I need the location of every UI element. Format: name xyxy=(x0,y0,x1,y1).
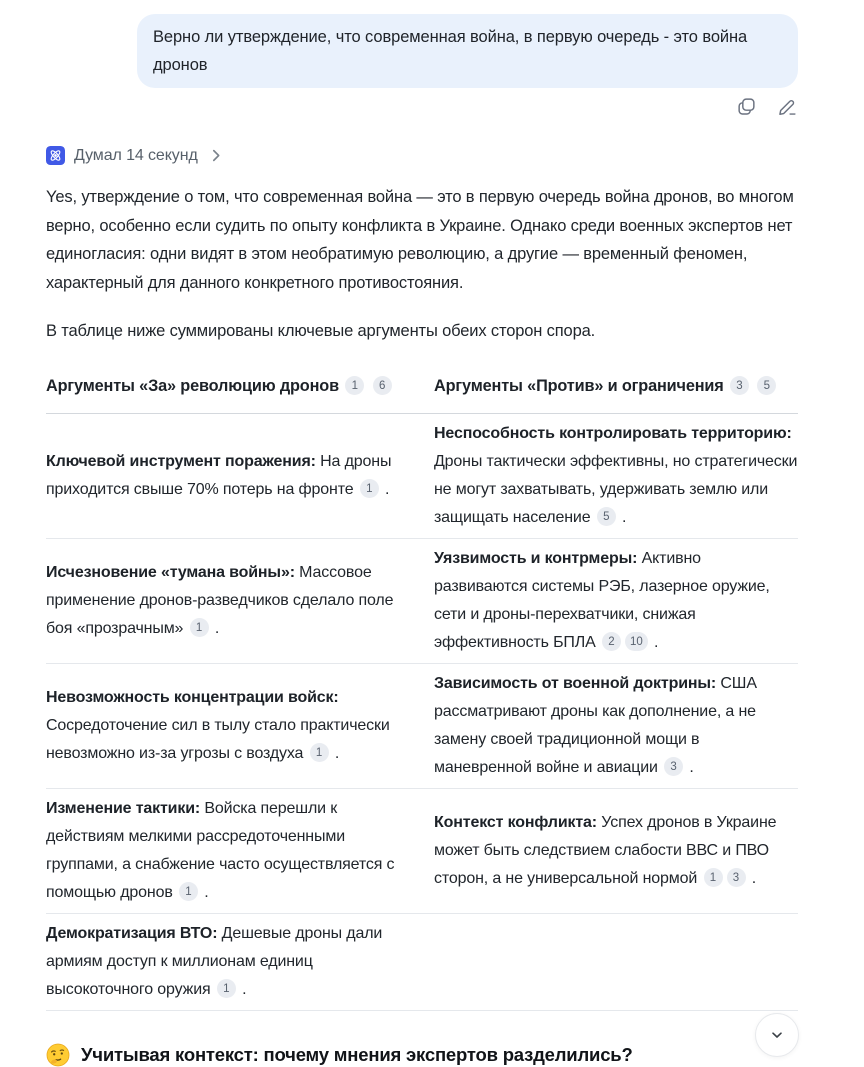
cell-bold-lead: Контекст конфликта: xyxy=(434,813,597,831)
table-cell: Уязвимость и контрмеры: Активно развиваются системы РЭБ, лазерное оружие, сети и дроны-перехватчики, снижая эффективность БПЛА 2 10 . xyxy=(422,538,798,663)
table-cell: Контекст конфликта: Успех дронов в Украине может быть следствием слабости ВВС и ПВО сторон, а не универсальной нормой 1 3 . xyxy=(422,788,798,913)
cell-bold-lead: Ключевой инструмент поражения: xyxy=(46,452,316,470)
thinking-label: Думал 14 секунд xyxy=(74,146,198,164)
table-row xyxy=(46,663,798,788)
cell-bold-lead: Уязвимость и контрмеры: xyxy=(434,549,638,567)
copy-button[interactable] xyxy=(736,97,757,119)
table-row xyxy=(46,413,798,538)
chat-content xyxy=(0,14,864,1067)
cell-bold-lead: Исчезновение «тумана войны»: xyxy=(46,563,295,581)
citation-badge[interactable]: 1 xyxy=(179,882,198,901)
table-row xyxy=(46,913,798,1010)
chevron-down-icon xyxy=(769,1027,785,1043)
table-cell: Невозможность концентрации войск: Сосредоточение сил в тылу стало практически невозможно из-за угрозы с воздуха 1 . xyxy=(46,663,422,788)
user-message-text: Верно ли утверждение, что современная война, в первую очередь - это война дронов xyxy=(153,28,748,74)
table-header-row xyxy=(46,372,798,414)
table-cell xyxy=(422,913,798,1010)
citation-badge[interactable]: 5 xyxy=(597,507,616,526)
table-header-cell xyxy=(422,372,798,414)
cell-bold-lead: Неспособность контролировать территорию: xyxy=(434,424,792,442)
citation-badge[interactable]: 1 xyxy=(345,376,364,395)
cell-bold-lead: Изменение тактики: xyxy=(46,799,201,817)
citation-badge[interactable]: 10 xyxy=(625,632,648,651)
table-header-label: Аргументы «Против» и ограничения xyxy=(434,376,724,395)
edit-button[interactable] xyxy=(777,97,798,119)
citation-badge[interactable]: 5 xyxy=(757,376,776,395)
table-cell: Ключевой инструмент поражения: На дроны приходится свыше 70% потерь на фронте 1 . xyxy=(46,413,422,538)
citation-badge[interactable]: 3 xyxy=(664,757,683,776)
chevron-right-icon xyxy=(211,149,222,162)
chat-page xyxy=(0,14,864,1065)
copy-icon xyxy=(736,96,757,120)
table-cell: Исчезновение «тумана войны»: Массовое применение дронов-разведчиков сделало поле боя «прозрачным» 1 . xyxy=(46,538,422,663)
table-row xyxy=(46,538,798,663)
cell-bold-lead: Зависимость от военной доктрины: xyxy=(434,674,717,692)
thinking-face-emoji xyxy=(46,1043,70,1067)
table-header-cell xyxy=(46,372,422,414)
cell-bold-lead: Невозможность концентрации войск: xyxy=(46,688,339,706)
edit-pencil-icon xyxy=(777,96,798,120)
citation-badge[interactable]: 3 xyxy=(730,376,749,395)
citation-badge[interactable]: 1 xyxy=(360,479,379,498)
citation-badge[interactable]: 1 xyxy=(310,743,329,762)
thinking-expander[interactable] xyxy=(46,146,798,165)
citation-badge[interactable]: 6 xyxy=(373,376,392,395)
table-cell: Изменение тактики: Войска перешли к действиям мелкими рассредоточенными группами, а снабжение часто осуществляется с помощью дронов 1 . xyxy=(46,788,422,913)
answer-paragraph-1: Yes, утверждение о том, что современная война — это в первую очередь война дронов, во многом верно, особенно если судить по опыту конфликта в Украине. Однако среди военных экспертов нет единогласия: одни видят в этом необратимую революцию, а другие — временный феномен, характерный для данного конкретного противостояния. xyxy=(46,188,794,292)
citation-badge[interactable]: 1 xyxy=(704,868,723,887)
table-body xyxy=(46,413,798,1010)
citation-badge[interactable]: 1 xyxy=(217,979,236,998)
citation-badge[interactable]: 3 xyxy=(727,868,746,887)
table-cell: Демократизация ВТО: Дешевые дроны дали армиям доступ к миллионам единиц высокоточного оружия 1 . xyxy=(46,913,422,1010)
answer-paragraph-2: В таблице ниже суммированы ключевые аргументы обеих сторон спора. xyxy=(46,322,596,340)
table-cell: Неспособность контролировать территорию: Дроны тактически эффективны, но стратегически не могут захватывать, удерживать землю или защищать население 5 . xyxy=(422,413,798,538)
cell-bold-lead: Демократизация ВТО: xyxy=(46,924,218,942)
section-heading-text: Учитывая контекст: почему мнения экспертов разделились? xyxy=(81,1043,633,1065)
citation-badge[interactable]: 1 xyxy=(190,618,209,637)
user-message-bubble xyxy=(137,14,798,88)
scroll-to-bottom-button[interactable] xyxy=(755,1013,799,1057)
table-cell: Зависимость от военной доктрины: США рассматривают дроны как дополнение, а не замену своей традиционной мощи в маневренной войне и авиации 3 . xyxy=(422,663,798,788)
message-actions xyxy=(46,97,798,119)
table-row xyxy=(46,788,798,913)
thinking-atom-icon xyxy=(46,146,65,165)
table-header-label: Аргументы «За» революцию дронов xyxy=(46,376,339,395)
arguments-table xyxy=(46,372,798,1011)
section-heading xyxy=(46,1043,798,1067)
citation-badge[interactable]: 2 xyxy=(602,632,621,651)
